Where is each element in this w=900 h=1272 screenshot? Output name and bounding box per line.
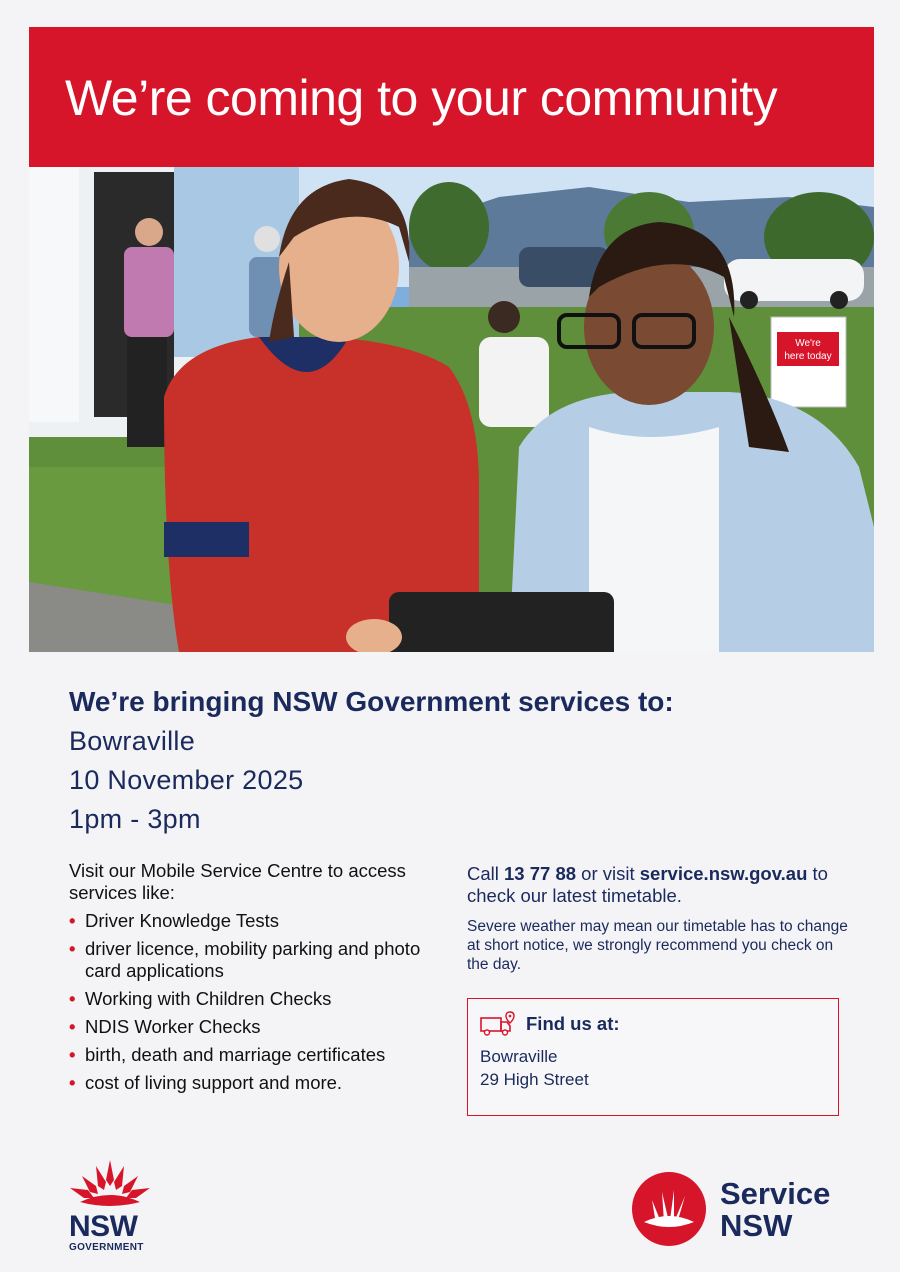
event-details (69, 686, 674, 843)
event-date: 10 November 2025 (69, 765, 304, 795)
contact-section (467, 863, 852, 974)
intro-heading: We’re bringing NSW Government services to: (69, 686, 674, 717)
list-item: • birth, death and marriage certificates (69, 1044, 386, 1065)
hero-illustration (29, 167, 874, 652)
nsw-government-logo (66, 1158, 156, 1254)
government-logo-text: GOVERNMENT (69, 1242, 144, 1253)
find-us-box (467, 998, 839, 1116)
website-link[interactable]: service.nsw.gov.au (639, 863, 808, 884)
service-nsw-emblem-icon (630, 1170, 708, 1248)
services-list (69, 910, 459, 1094)
services-lead: Visit our Mobile Service Centre to access services like: (69, 860, 406, 903)
list-item: • cost of living support and more. (69, 1072, 343, 1093)
contact-call: Call 13 77 88 or visit service.nsw.gov.au to check our latest timetable. (467, 863, 828, 906)
event-location: Bowraville (69, 726, 196, 756)
list-item: • Working with Children Checks (69, 988, 332, 1009)
list-item: • NDIS Worker Checks (69, 1016, 261, 1037)
list-item: • Driver Knowledge Tests (69, 910, 279, 931)
sign-text-2: here today (784, 351, 832, 362)
sign-text-1: We're (795, 338, 821, 349)
event-time: 1pm - 3pm (69, 804, 201, 834)
find-us-title: Find us at: (526, 1013, 620, 1034)
address-line-1: Bowraville (480, 1047, 558, 1066)
address-line-2: 29 High Street (480, 1070, 589, 1089)
list-item: • driver licence, mobility parking and photo card applications (69, 938, 421, 981)
banner-title: We’re coming to your community (65, 70, 778, 126)
waratah-icon (66, 1158, 156, 1210)
header-banner (29, 27, 874, 167)
hero-photo (29, 167, 874, 652)
mobile-van-location-icon (480, 1011, 516, 1037)
phone-number: 13 77 88 (504, 863, 577, 884)
services-section (69, 860, 459, 1094)
nsw-logo-text: NSW (69, 1210, 138, 1243)
address (480, 1045, 589, 1091)
service-nsw-logo (630, 1170, 850, 1250)
service-nsw-text: Service NSW (720, 1176, 831, 1243)
weather-note: Severe weather may mean our timetable has to change at short notice, we strongly recommend you check on the day. (467, 918, 848, 973)
